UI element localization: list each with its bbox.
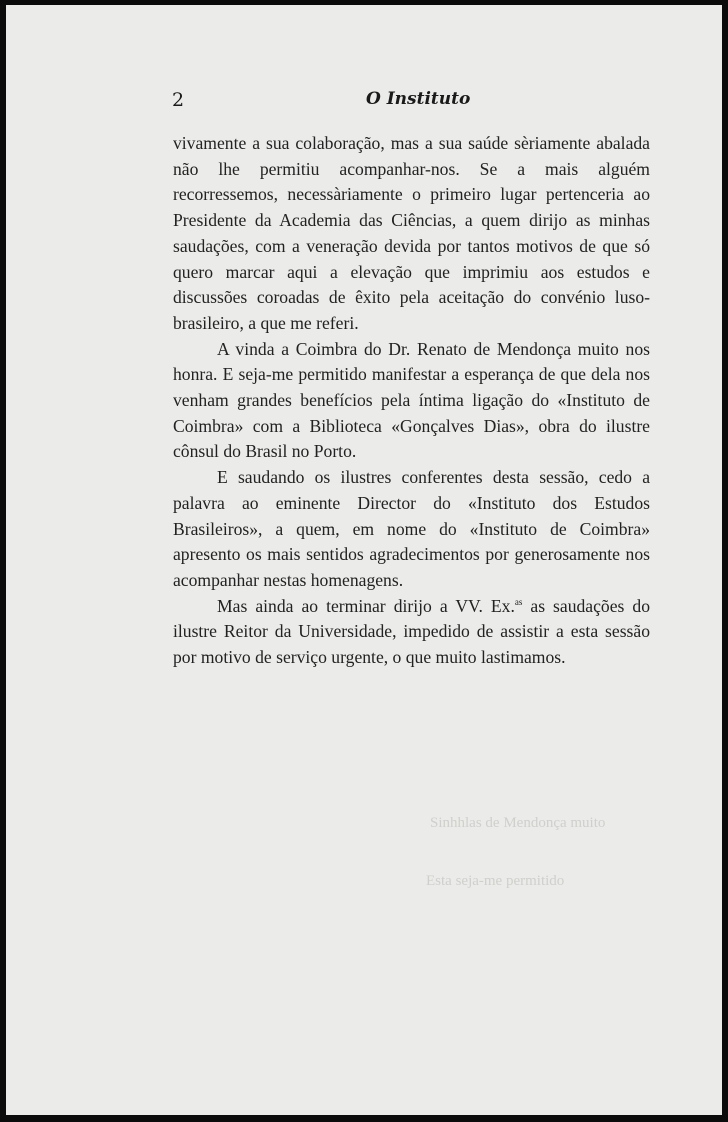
paragraph-4-start: Mas ainda ao terminar dirijo a VV. Ex. [217, 595, 515, 616]
body-text [173, 131, 650, 671]
page-header [6, 87, 722, 117]
paragraph-4-end: as saudações do ilustre Reitor da Universidade, impedido de assistir a esta sessão por motivo de serviço urgente, o que muito lastimamos. [173, 595, 650, 668]
running-title: O Instituto [366, 89, 471, 109]
paragraph-4 [173, 594, 650, 671]
paragraph-4-superscript: as [514, 596, 523, 607]
page-number: 2 [172, 89, 185, 111]
bleed-through-text-2: Esta seja-me permitido [426, 873, 565, 889]
document-page [6, 5, 722, 1115]
paragraph-2: A vinda a Coimbra do Dr. Renato de Mendonça muito nos honra. E seja-me permitido manifestar a esperança de que dela nos venham grandes benefícios pela íntima ligação do «Instituto de Coimbra» com a Biblioteca «Gonçalves Dias», obra do ilustre cônsul do Brasil no Porto. [173, 338, 650, 462]
paragraph-3: E saudando os ilustres conferentes desta sessão, cedo a palavra ao eminente Director do «Instituto dos Estudos Brasileiros», a quem, em nome do «Instituto de Coimbra» apresento os mais sentidos agradecimentos por generosamente nos acompanhar nestas homenagens. [173, 467, 650, 590]
paragraph-1: vivamente a sua colaboração, mas a sua saúde sèriamente abalada não lhe permitiu acompanhar-nos. Se a mais alguém recorressemos, necessàriamente o primeiro lugar pertenceria ao Presidente da Academia das Ciências, a quem dirijo as minhas saudações, com a veneração devida por tantos motivos de que só quero marcar aqui a elevação que imprimiu aos estudos e discussões coroadas de êxito pela aceitação do convénio luso-brasileiro, a que me referi. [173, 133, 650, 333]
bleed-through-text-1: Sinhhlas de Mendonça muito [430, 815, 606, 831]
